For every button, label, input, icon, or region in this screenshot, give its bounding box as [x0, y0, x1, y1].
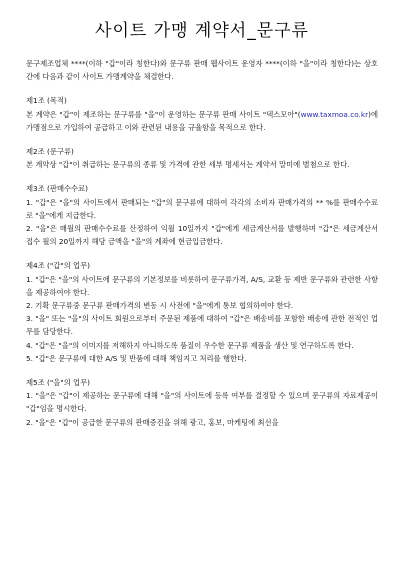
article-clause: 5. "갑"은 문구류에 대한 A/S 및 반품에 대해 책임지고 처리를 행한다. — [26, 353, 247, 363]
article-title: 제4조 ("갑"의 업무) — [26, 261, 90, 271]
article-clause: 4. "갑"은 "을"의 이미지를 저해하지 아니하도록 품질이 우수한 문구류 제품을 생산 및 연구하도록 한다. — [26, 340, 354, 350]
intro-paragraph: 문구제조업체 ****(이하 "갑"이라 칭한다)와 문구류 판매 웹사이트 운영자 ****(이하 "을"이라 칭한다)는 상호간에 다음과 같이 사이트 가맹계약을 체결한다. — [26, 59, 378, 82]
article-title: 제5조 ("을"의 업무) — [26, 378, 90, 388]
spacer — [26, 83, 378, 94]
article-4 — [26, 259, 378, 365]
article-clause: 1. "을"은 "갑"이 제공하는 문구류에 대해 "을"의 사이트에 등록 여부를 결정할 수 있으며 문구류의 자료제공이 "갑"임을 명시한다. — [26, 391, 378, 414]
article-1-text-end: )에 가맹점으로 가입하여 공급하고 이와 관련된 내용을 규율함을 목적으로 한다. — [26, 109, 378, 132]
article-clause: 1. "갑"은 "을"의 사이트에 문구류의 기본정보를 비롯하여 문구류가격, A/S, 교환 등 제반 문구류와 관련한 사항을 제공하여야 한다. — [26, 274, 378, 297]
article-5 — [26, 376, 378, 429]
article-title: 제3조 (판매수수료) — [26, 184, 88, 194]
article-1-text — [26, 108, 378, 134]
article-1 — [26, 94, 378, 134]
article-clause: 2. "을"은 매월의 판매수수료를 산정하여 익월 10일까지 "갑"에게 세금계산서를 발행하며 "갑"은 세금계산서 접수 월의 20일까지 해당 금액을 "을"의 계좌에 현금입금한다. — [26, 224, 378, 247]
document-title: 사이트 가맹 계약서_문구류 — [95, 21, 309, 41]
article-clause: 본 계약상 "갑"이 취급하는 문구류의 종류 및 가격에 관한 세부 명세서는 계약서 말미에 별첨으로 한다. — [26, 160, 350, 170]
article-clause: 2. 기확 문구류중 문구류 판매가격의 변동 시 사전에 "을"에게 통보 협의하여야 한다. — [26, 301, 294, 311]
article-clause: 1. "갑"은 "을"의 사이트에서 판매되는 "갑"의 문구류에 대하여 각각의 소비자 판매가격의 ** %를 판매수수료로 "을"에게 지급한다. — [26, 197, 378, 220]
article-1-text-start: 본 계약은 "갑"이 제조하는 문구류를 "을"이 운영하는 문구류 판매 사이트 "덱스모아"( — [26, 109, 301, 119]
article-3 — [26, 182, 378, 248]
article-title: 제2조 (문구류) — [26, 147, 74, 157]
article-clause: 2. "을"은 "갑"이 공급한 문구류의 판매증진을 위해 광고, 홍보, 마케팅에 최선을 — [26, 417, 279, 427]
article-clause: 3. "을" 또는 "을"의 사이트 회원으로부터 주문된 제품에 대하여 "갑"은 배송비를 포함한 배송에 관한 전적인 업무를 담당한다. — [26, 314, 378, 337]
article-2 — [26, 145, 378, 171]
article-title: 제1조 (목적) — [26, 96, 67, 106]
site-link[interactable]: www.taxmoa.co.kr — [300, 109, 369, 119]
